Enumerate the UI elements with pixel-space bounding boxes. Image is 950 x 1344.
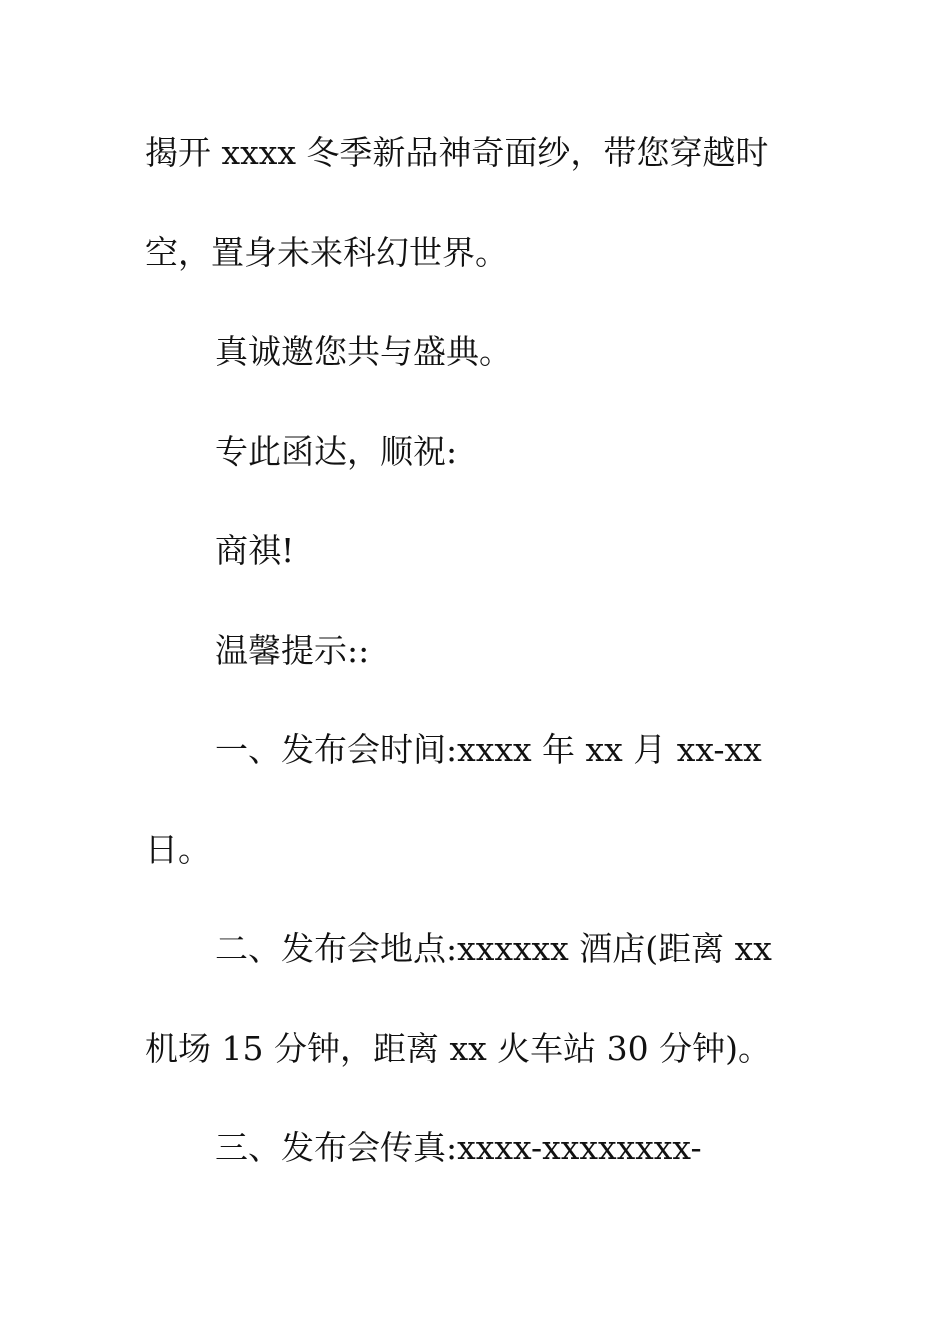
- paragraph-line: 空，置身未来科幻世界。: [145, 233, 508, 272]
- paragraph-line: 揭开 xxxx 冬季新品神奇面纱，带您穿越时: [145, 133, 769, 172]
- paragraph-line: 一、发布会时间:xxxx 年 xx 月 xx-xx: [215, 730, 762, 769]
- paragraph-line: 三、发布会传真:xxxx-xxxxxxxx-: [215, 1128, 702, 1167]
- paragraph-line: 温馨提示::: [215, 631, 370, 670]
- paragraph-line: 真诚邀您共与盛典。: [215, 332, 512, 371]
- paragraph-line: 专此函达，顺祝:: [215, 432, 458, 471]
- paragraph-line: 机场 15 分钟，距离 xx 火车站 30 分钟)。: [145, 1029, 772, 1068]
- paragraph-line: 二、发布会地点:xxxxxx 酒店(距离 xx: [215, 929, 772, 968]
- paragraph-line: 商祺!: [215, 531, 295, 570]
- paragraph-line: 日。: [145, 830, 211, 869]
